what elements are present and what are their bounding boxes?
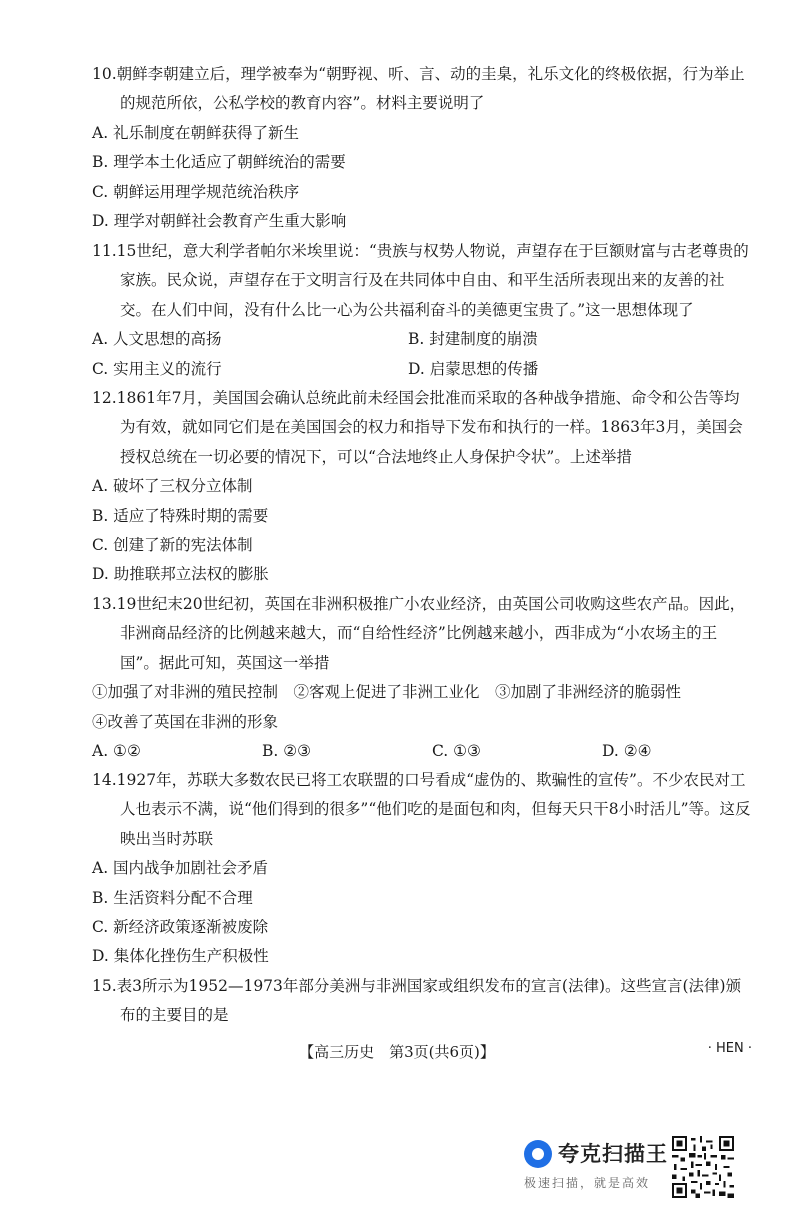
option-d: D. 集体化挫伤生产积极性 <box>92 947 269 966</box>
option-a: A. 破坏了三权分立体制 <box>92 477 253 496</box>
option-d: D. 助推联邦立法权的膨胀 <box>92 565 269 584</box>
question-14 <box>92 766 754 972</box>
question-stem: 11.15世纪，意大利学者帕尔米埃里说：“贵族与权势人物说，声望存在于巨额财富与古老尊贵的家族。民众说，声望存在于文明言行及在共同体中自由、和平生活所表现出来的友善的社交。在人们中间，没有什么比一心为公共福利奋斗的美德更宝贵了。”这一思想体现了 <box>92 242 749 319</box>
option-c: C. ①③ <box>432 742 481 761</box>
question-11 <box>92 237 754 384</box>
question-stem: 13.19世纪末20世纪初，英国在非洲积极推广小农业经济，由英国公司收购这些农产品。因此，非洲商品经济的比例越来越大，而“自给性经济”比例越来越小，西非成为“小农场主的王国”。据此可知，英国这一举措 <box>92 595 746 672</box>
question-12 <box>92 384 754 590</box>
option-a: A. 礼乐制度在朝鲜获得了新生 <box>92 123 300 142</box>
scanner-app-name: 夸克扫描王 <box>558 1142 668 1166</box>
option-d: D. 启蒙思想的传播 <box>408 359 539 378</box>
option-a: A. 国内战争加剧社会矛盾 <box>92 859 269 878</box>
question-stem: 14.1927年，苏联大多数农民已将工农联盟的口号看成“虚伪的、欺骗性的宣传”。不少农民对工人也表示不满，说“他们得到的很多”“他们吃的是面包和肉，但每天只干8小时活儿”等。这反映出当时苏联 <box>92 771 751 848</box>
statement-list: ④改善了英国在非洲的形象 <box>92 712 279 731</box>
option-b: B. 生活资料分配不合理 <box>92 888 253 907</box>
option-b: B. 适应了特殊时期的需要 <box>92 506 269 525</box>
statement-list: ①加强了对非洲的殖民控制 ②客观上促进了非洲工业化 ③加剧了非洲经济的脆弱性 <box>92 683 682 702</box>
option-d: D. 理学对朝鲜社会教育产生重大影响 <box>92 212 347 231</box>
question-stem: 10.朝鲜李朝建立后，理学被奉为“朝野视、听、言、动的圭臬，礼乐文化的终极依据，行为举止的规范所依，公私学校的教育内容”。材料主要说明了 <box>92 65 745 113</box>
question-13 <box>92 590 754 766</box>
exam-code: · HEN · <box>707 1041 752 1056</box>
page-number: 【高三历史 第3页(共6页)】 <box>299 1043 495 1061</box>
option-a: A. 人文思想的高扬 <box>92 330 222 349</box>
option-a: A. ①② <box>92 742 141 761</box>
option-c: C. 新经济政策逐渐被废除 <box>92 918 269 937</box>
option-c: C. 朝鲜运用理学规范统治秩序 <box>92 182 300 201</box>
option-d: D. ②④ <box>602 742 652 761</box>
option-c: C. 实用主义的流行 <box>92 359 222 378</box>
option-b: B. 封建制度的崩溃 <box>408 330 538 349</box>
question-15 <box>92 972 754 1031</box>
option-b: B. ②③ <box>262 742 312 761</box>
scanner-watermark <box>520 1134 670 1194</box>
qr-code-icon <box>672 1136 734 1198</box>
question-stem: 12.1861年7月，美国国会确认总统此前未经国会批准而采取的各种战争措施、命令和公告等均为有效，就如同它们是在美国国会的权力和指导下发布和执行的一样。1863年3月，美国会授权总统在一切必要的情况下，可以“合法地终止人身保护令状”。上述举措 <box>92 389 743 466</box>
quark-logo-icon <box>524 1140 552 1168</box>
question-10 <box>92 60 754 236</box>
option-c: C. 创建了新的宪法体制 <box>92 536 253 555</box>
option-b: B. 理学本土化适应了朝鲜统治的需要 <box>92 153 346 172</box>
scanner-tagline: 极速扫描，就是高效 <box>524 1176 651 1190</box>
question-stem: 15.表3所示为1952—1973年部分美洲与非洲国家或组织发布的宣言(法律)。这些宣言(法律)颁布的主要目的是 <box>92 977 742 1025</box>
